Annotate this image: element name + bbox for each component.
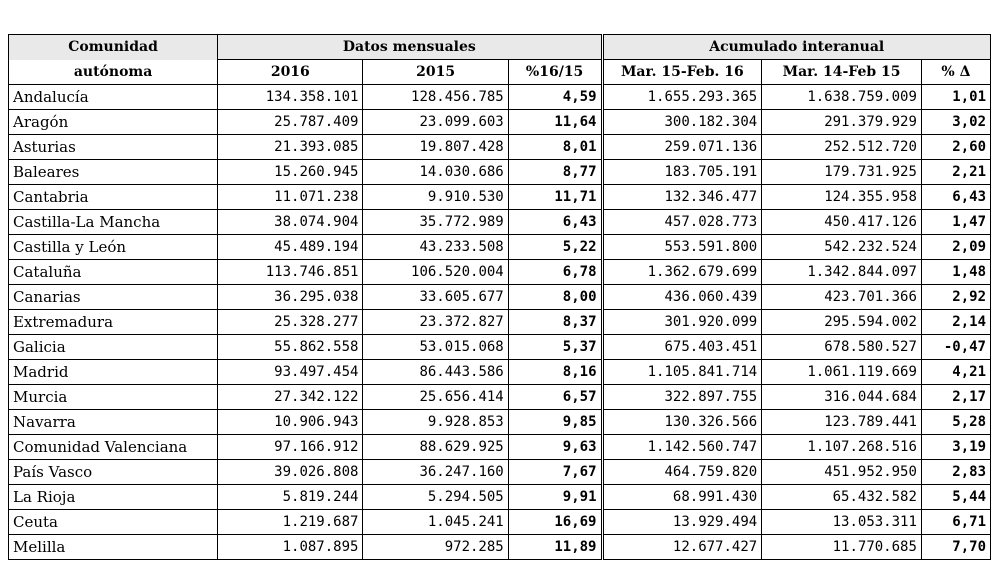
- table-row: [9, 160, 991, 185]
- pct-change-cell: 5,37: [508, 335, 602, 360]
- accum-mar14-cell: 1.107.268.516: [762, 435, 922, 460]
- col-2015-header: 2015: [363, 60, 508, 85]
- region-name-cell: Navarra: [9, 410, 218, 435]
- delta-cell: 2,09: [921, 235, 990, 260]
- delta-cell: 5,28: [921, 410, 990, 435]
- table-row: [9, 385, 991, 410]
- value-2016-cell: 36.295.038: [218, 285, 363, 310]
- table-row: [9, 435, 991, 460]
- accum-mar15-cell: 1.655.293.365: [602, 85, 762, 110]
- delta-cell: -0,47: [921, 335, 990, 360]
- accum-mar14-cell: 1.638.759.009: [762, 85, 922, 110]
- value-2015-cell: 9.928.853: [363, 410, 508, 435]
- accum-mar14-cell: 678.580.527: [762, 335, 922, 360]
- delta-cell: 1,48: [921, 260, 990, 285]
- pct-change-cell: 4,59: [508, 85, 602, 110]
- value-2016-cell: 38.074.904: [218, 210, 363, 235]
- pct-change-cell: 9,63: [508, 435, 602, 460]
- value-2015-cell: 86.443.586: [363, 360, 508, 385]
- accum-mar15-cell: 130.326.566: [602, 410, 762, 435]
- accum-mar14-cell: 295.594.002: [762, 310, 922, 335]
- accum-mar15-cell: 675.403.451: [602, 335, 762, 360]
- region-name-cell: Madrid: [9, 360, 218, 385]
- comunidad-header-line2: autónoma: [73, 63, 153, 80]
- pct-change-cell: 8,37: [508, 310, 602, 335]
- value-2016-cell: 15.260.945: [218, 160, 363, 185]
- region-name-cell: País Vasco: [9, 460, 218, 485]
- table-row: [9, 460, 991, 485]
- data-table: [8, 34, 991, 560]
- accum-mar14-cell: 179.731.925: [762, 160, 922, 185]
- value-2016-cell: 11.071.238: [218, 185, 363, 210]
- accum-mar14-cell: 291.379.929: [762, 110, 922, 135]
- delta-cell: 7,70: [921, 535, 990, 560]
- pct-change-cell: 11,71: [508, 185, 602, 210]
- value-2015-cell: 972.285: [363, 535, 508, 560]
- accum-mar14-cell: 252.512.720: [762, 135, 922, 160]
- table-header: [9, 35, 991, 85]
- value-2015-cell: 9.910.530: [363, 185, 508, 210]
- value-2015-cell: 36.247.160: [363, 460, 508, 485]
- value-2015-cell: 23.099.603: [363, 110, 508, 135]
- delta-cell: 2,92: [921, 285, 990, 310]
- region-name-cell: Asturias: [9, 135, 218, 160]
- value-2016-cell: 55.862.558: [218, 335, 363, 360]
- delta-cell: 6,43: [921, 185, 990, 210]
- region-name-cell: Comunidad Valenciana: [9, 435, 218, 460]
- pct-change-cell: 8,77: [508, 160, 602, 185]
- header-row-2: [9, 60, 991, 85]
- delta-cell: 1,47: [921, 210, 990, 235]
- pct-change-cell: 6,43: [508, 210, 602, 235]
- header-row-1: [9, 35, 991, 60]
- region-name-cell: Aragón: [9, 110, 218, 135]
- accum-mar15-cell: 1.362.679.699: [602, 260, 762, 285]
- value-2016-cell: 45.489.194: [218, 235, 363, 260]
- pct-change-cell: 16,69: [508, 510, 602, 535]
- pct-change-cell: 6,78: [508, 260, 602, 285]
- region-name-cell: Baleares: [9, 160, 218, 185]
- table-body: [9, 85, 991, 560]
- accum-mar15-cell: 457.028.773: [602, 210, 762, 235]
- value-2016-cell: 25.787.409: [218, 110, 363, 135]
- region-name-cell: Melilla: [9, 535, 218, 560]
- table-row: [9, 285, 991, 310]
- col-delta-header: % Δ: [921, 60, 990, 85]
- accum-mar15-cell: 183.705.191: [602, 160, 762, 185]
- value-2016-cell: 1.087.895: [218, 535, 363, 560]
- value-2015-cell: 88.629.925: [363, 435, 508, 460]
- pct-change-cell: 5,22: [508, 235, 602, 260]
- pct-change-cell: 11,89: [508, 535, 602, 560]
- delta-cell: 2,17: [921, 385, 990, 410]
- region-name-cell: Cataluña: [9, 260, 218, 285]
- col-pct-header: %16/15: [508, 60, 602, 85]
- accum-mar14-cell: 451.952.950: [762, 460, 922, 485]
- delta-cell: 4,21: [921, 360, 990, 385]
- region-name-cell: Castilla y León: [9, 235, 218, 260]
- value-2015-cell: 33.605.677: [363, 285, 508, 310]
- value-2016-cell: 10.906.943: [218, 410, 363, 435]
- region-name-cell: Extremadura: [9, 310, 218, 335]
- pct-change-cell: 6,57: [508, 385, 602, 410]
- value-2015-cell: 25.656.414: [363, 385, 508, 410]
- comunidad-header: [9, 35, 218, 60]
- table-row: [9, 210, 991, 235]
- value-2016-cell: 113.746.851: [218, 260, 363, 285]
- value-2015-cell: 35.772.989: [363, 210, 508, 235]
- region-name-cell: La Rioja: [9, 485, 218, 510]
- value-2016-cell: 97.166.912: [218, 435, 363, 460]
- value-2016-cell: 39.026.808: [218, 460, 363, 485]
- value-2015-cell: 128.456.785: [363, 85, 508, 110]
- value-2015-cell: 14.030.686: [363, 160, 508, 185]
- accum-mar14-cell: 124.355.958: [762, 185, 922, 210]
- accum-mar14-cell: 1.342.844.097: [762, 260, 922, 285]
- accum-mar15-cell: 464.759.820: [602, 460, 762, 485]
- region-name-cell: Murcia: [9, 385, 218, 410]
- accum-mar14-cell: 11.770.685: [762, 535, 922, 560]
- accum-mar15-cell: 322.897.755: [602, 385, 762, 410]
- delta-cell: 2,60: [921, 135, 990, 160]
- table-row: [9, 510, 991, 535]
- pct-change-cell: 9,85: [508, 410, 602, 435]
- table-row: [9, 360, 991, 385]
- comunidad-header-bottom: [9, 60, 218, 85]
- accum-mar14-cell: 13.053.311: [762, 510, 922, 535]
- accum-mar14-cell: 123.789.441: [762, 410, 922, 435]
- accum-mar15-cell: 259.071.136: [602, 135, 762, 160]
- accum-mar14-cell: 542.232.524: [762, 235, 922, 260]
- region-name-cell: Canarias: [9, 285, 218, 310]
- accum-mar15-cell: 132.346.477: [602, 185, 762, 210]
- accum-mar15-cell: 553.591.800: [602, 235, 762, 260]
- table-row: [9, 260, 991, 285]
- region-name-cell: Cantabria: [9, 185, 218, 210]
- delta-cell: 2,83: [921, 460, 990, 485]
- accum-mar15-cell: 300.182.304: [602, 110, 762, 135]
- delta-cell: 5,44: [921, 485, 990, 510]
- delta-cell: 1,01: [921, 85, 990, 110]
- table-row: [9, 185, 991, 210]
- delta-cell: 2,14: [921, 310, 990, 335]
- table-row: [9, 410, 991, 435]
- value-2016-cell: 134.358.101: [218, 85, 363, 110]
- datos-mensuales-header: Datos mensuales: [218, 35, 602, 60]
- table-row: [9, 535, 991, 560]
- col-mar15-header: Mar. 15-Feb. 16: [602, 60, 762, 85]
- accum-mar15-cell: 12.677.427: [602, 535, 762, 560]
- pct-change-cell: 9,91: [508, 485, 602, 510]
- value-2015-cell: 23.372.827: [363, 310, 508, 335]
- table-row: [9, 110, 991, 135]
- value-2016-cell: 25.328.277: [218, 310, 363, 335]
- value-2015-cell: 5.294.505: [363, 485, 508, 510]
- value-2015-cell: 106.520.004: [363, 260, 508, 285]
- accum-mar14-cell: 1.061.119.669: [762, 360, 922, 385]
- table-row: [9, 335, 991, 360]
- delta-cell: 3,19: [921, 435, 990, 460]
- value-2015-cell: 19.807.428: [363, 135, 508, 160]
- col-2016-header: 2016: [218, 60, 363, 85]
- table-row: [9, 235, 991, 260]
- delta-cell: 2,21: [921, 160, 990, 185]
- accum-mar14-cell: 65.432.582: [762, 485, 922, 510]
- accum-mar15-cell: 436.060.439: [602, 285, 762, 310]
- region-name-cell: Castilla-La Mancha: [9, 210, 218, 235]
- comunidad-header-line1: Comunidad: [68, 39, 158, 56]
- accum-mar15-cell: 68.991.430: [602, 485, 762, 510]
- accum-mar15-cell: 1.142.560.747: [602, 435, 762, 460]
- col-mar14-header: Mar. 14-Feb 15: [762, 60, 922, 85]
- value-2015-cell: 1.045.241: [363, 510, 508, 535]
- pct-change-cell: 8,16: [508, 360, 602, 385]
- value-2016-cell: 5.819.244: [218, 485, 363, 510]
- value-2016-cell: 21.393.085: [218, 135, 363, 160]
- region-name-cell: Andalucía: [9, 85, 218, 110]
- table-row: [9, 135, 991, 160]
- accum-mar14-cell: 316.044.684: [762, 385, 922, 410]
- accum-mar15-cell: 13.929.494: [602, 510, 762, 535]
- value-2016-cell: 27.342.122: [218, 385, 363, 410]
- pct-change-cell: 8,00: [508, 285, 602, 310]
- pct-change-cell: 11,64: [508, 110, 602, 135]
- acumulado-header: Acumulado interanual: [602, 35, 991, 60]
- region-name-cell: Ceuta: [9, 510, 218, 535]
- accum-mar15-cell: 1.105.841.714: [602, 360, 762, 385]
- value-2015-cell: 43.233.508: [363, 235, 508, 260]
- table-row: [9, 485, 991, 510]
- table-row: [9, 85, 991, 110]
- pct-change-cell: 7,67: [508, 460, 602, 485]
- accum-mar14-cell: 450.417.126: [762, 210, 922, 235]
- accum-mar15-cell: 301.920.099: [602, 310, 762, 335]
- delta-cell: 3,02: [921, 110, 990, 135]
- accum-mar14-cell: 423.701.366: [762, 285, 922, 310]
- region-name-cell: Galicia: [9, 335, 218, 360]
- delta-cell: 6,71: [921, 510, 990, 535]
- value-2016-cell: 93.497.454: [218, 360, 363, 385]
- value-2015-cell: 53.015.068: [363, 335, 508, 360]
- pct-change-cell: 8,01: [508, 135, 602, 160]
- table-row: [9, 310, 991, 335]
- value-2016-cell: 1.219.687: [218, 510, 363, 535]
